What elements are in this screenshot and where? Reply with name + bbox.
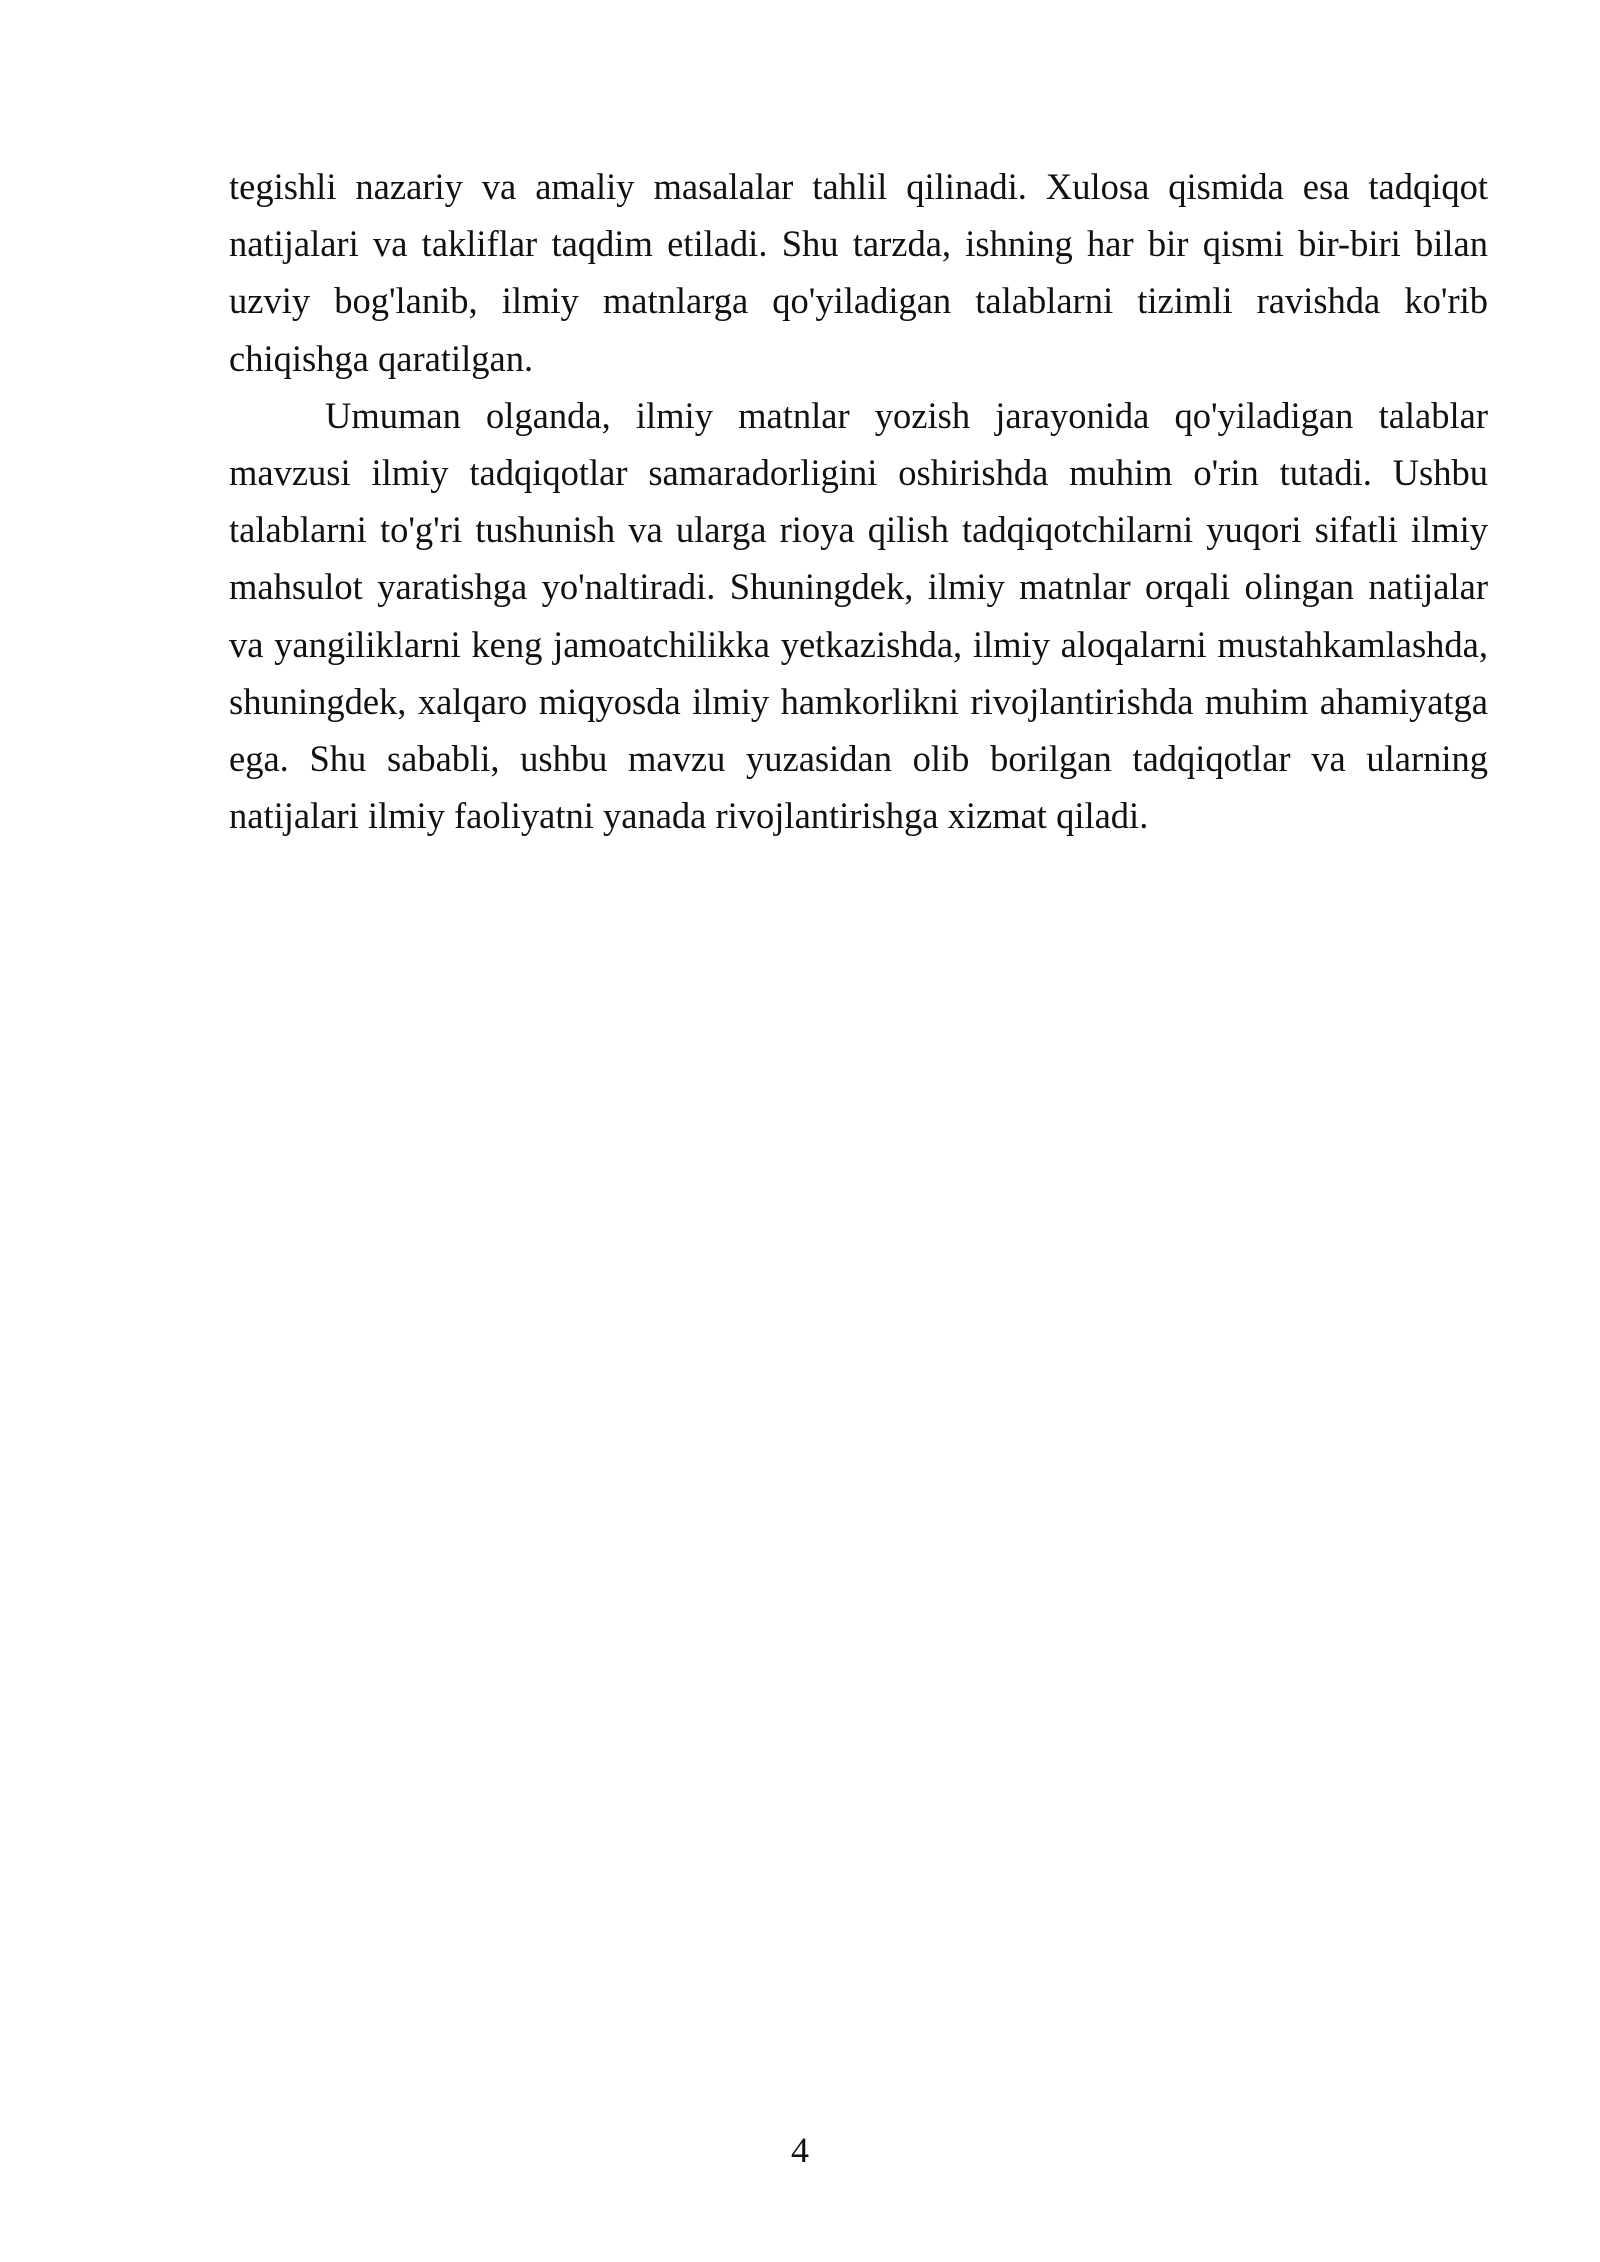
- paragraph-conclusion: Umuman olganda, ilmiy matnlar yozish jarayonida qo'yiladigan talablar mavzusi ilmiy tadqiqotlar samaradorligini oshirishda muhim o'rin tutadi. Ushbu talablarni to'g'ri tushunish va ularga rioya qilish tadqiqotchilarni yuqori sifatli ilmiy mahsulot yaratishga yo'naltiradi. Shuningdek, ilmiy matnlar orqali olingan natijalar va yangiliklarni keng jamoatchilikka yetkazishda, ilmiy aloqalarni mustahkamlashda, shuningdek, xalqaro miqyosda ilmiy hamkorlikni rivojlantirishda muhim ahamiyatga ega. Shu sababli, ushbu mavzu yuzasidan olib borilgan tadqiqotlar va ularning natijalari ilmiy faoliyatni yanada rivojlantirishga xizmat qiladi.: [229, 394, 1488, 837]
- paragraph-continuation: tegishli nazariy va amaliy masalalar tahlil qilinadi. Xulosa qismida esa tadqiqot natijalari va takliflar taqdim etiladi. Shu tarzda, ishning har bir qismi bir-biri bilan uzviy bog'lanib, ilmiy matnlarga qo'yiladigan talablarni tizimli ravishda ko'rib chiqishga qaratilgan.: [229, 166, 1488, 379]
- page-number: 4: [791, 2130, 809, 2170]
- body-text: [229, 158, 1488, 844]
